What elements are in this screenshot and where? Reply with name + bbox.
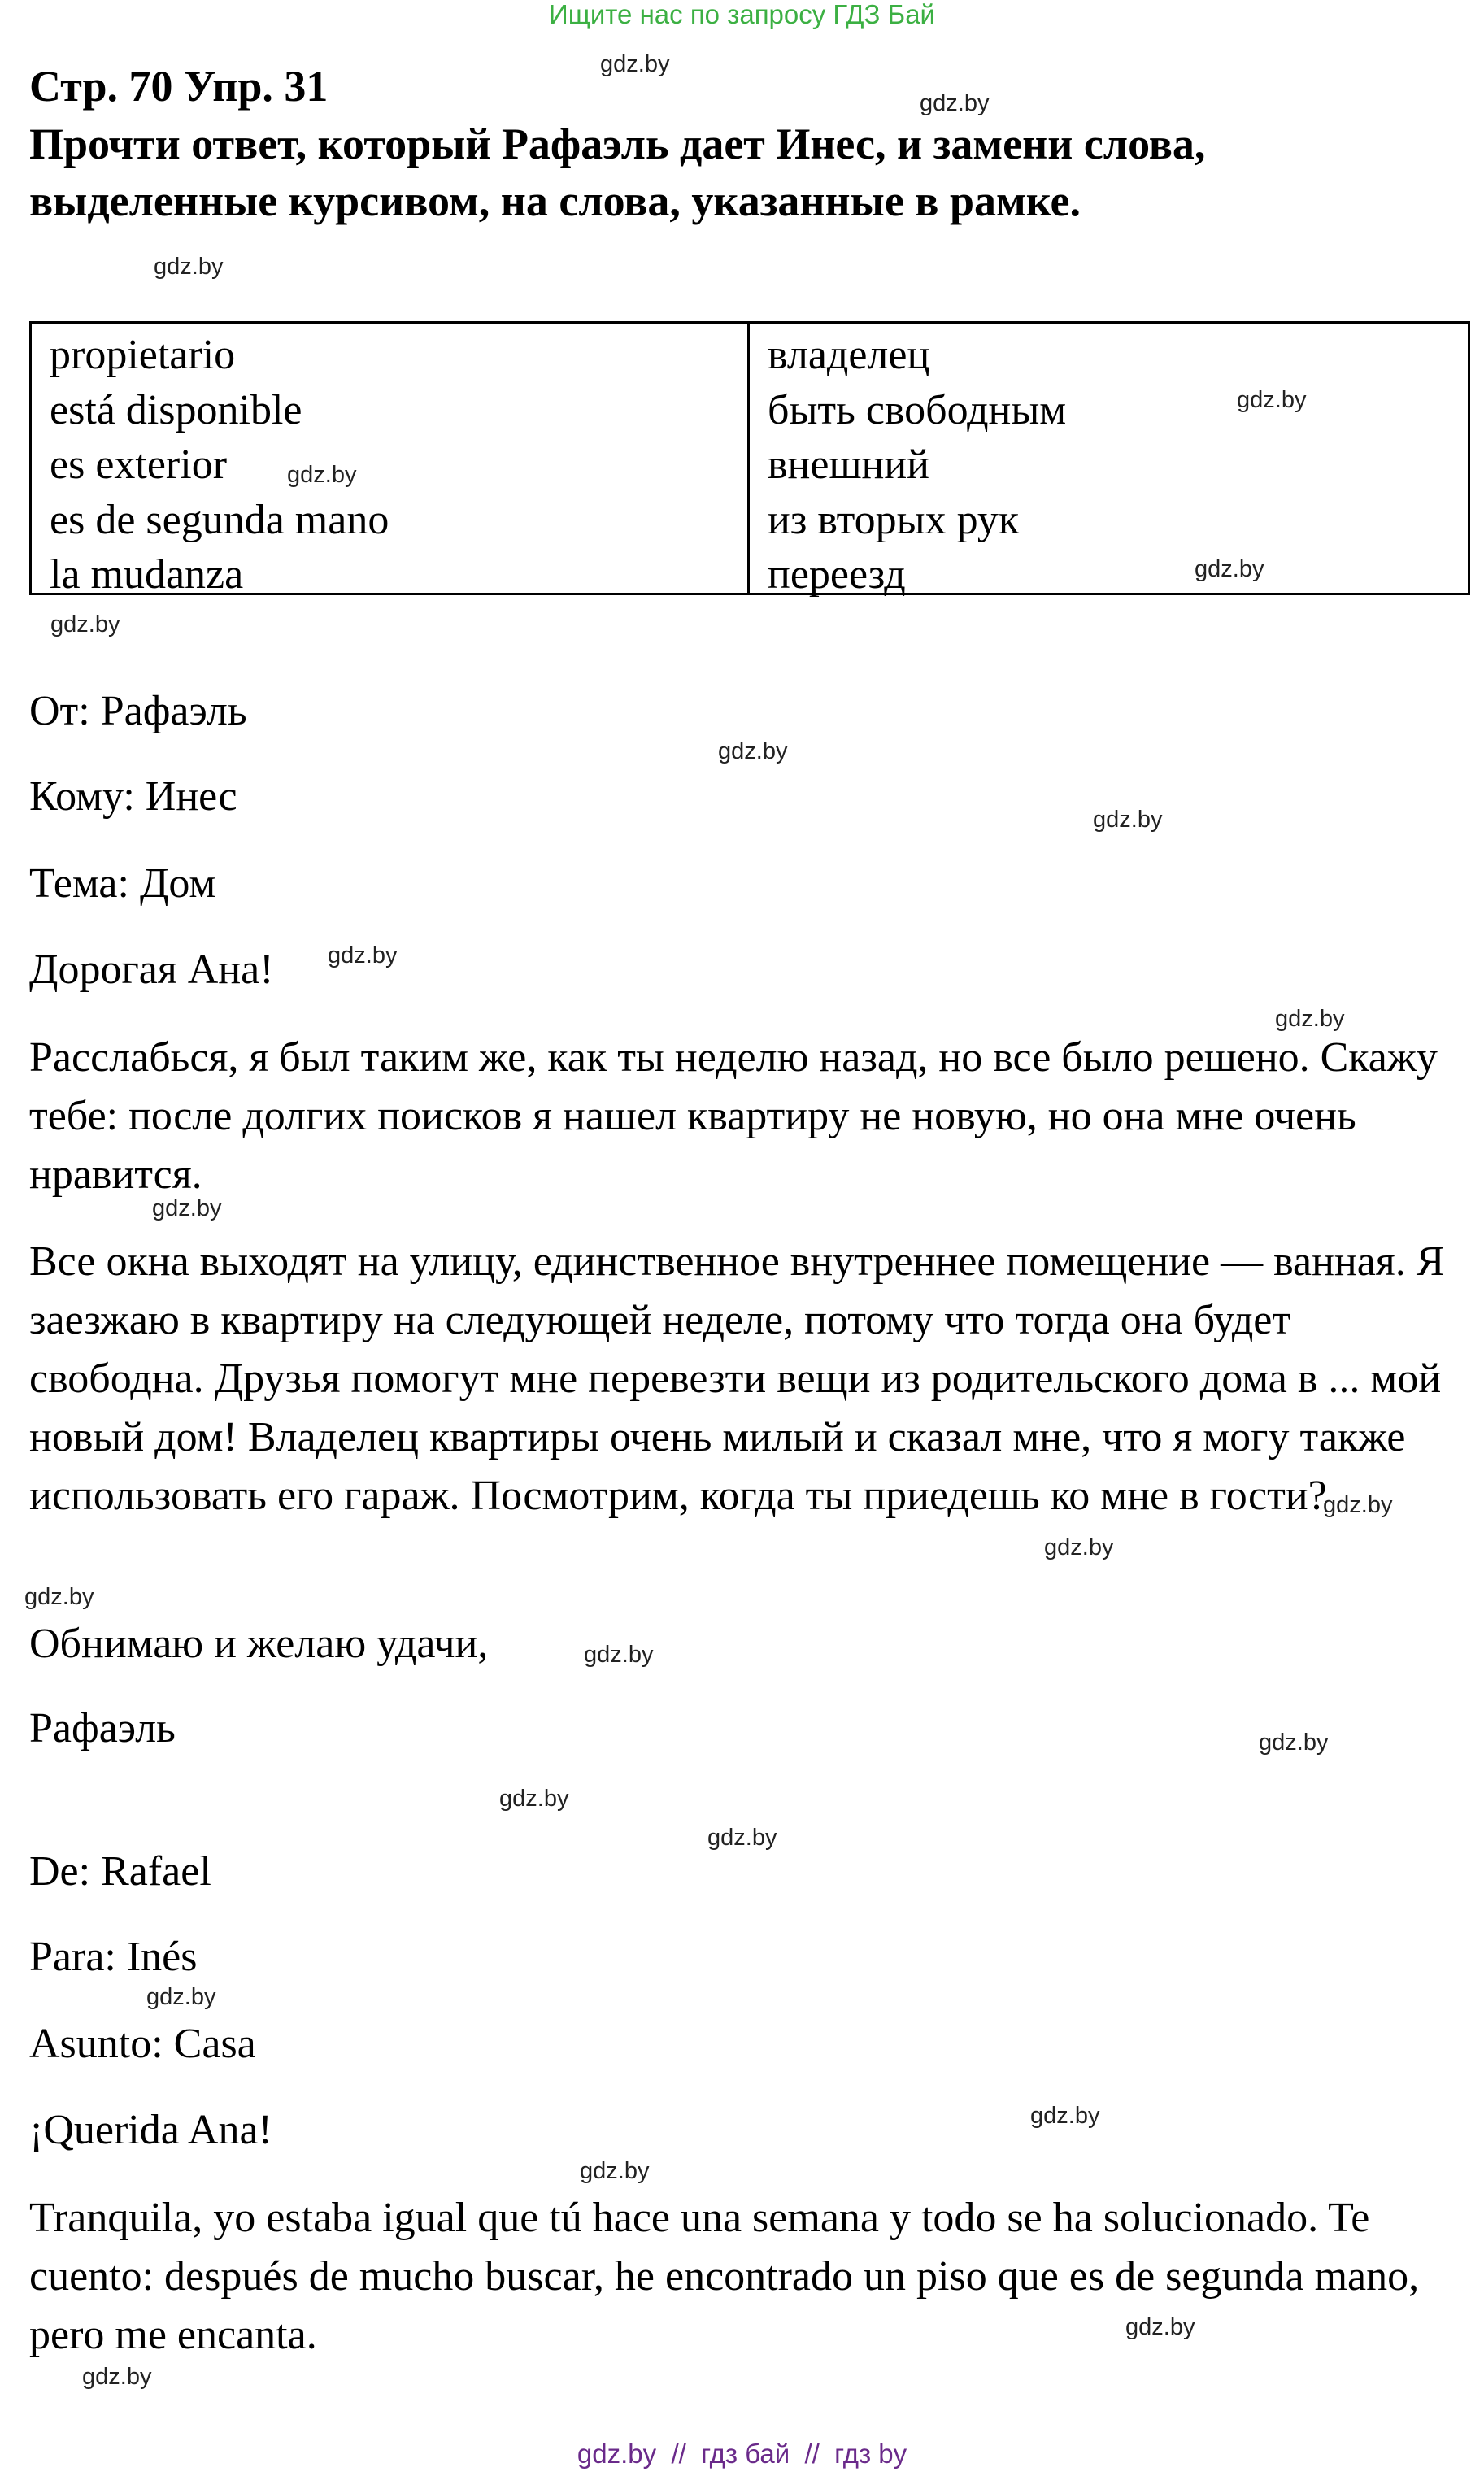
vocab-russian-item: переезд: [768, 551, 906, 598]
watermark: gdz.by: [1044, 1534, 1114, 1560]
watermark: gdz.by: [1093, 807, 1163, 833]
vocabulary-spanish-column: [32, 324, 750, 598]
watermark: gdz.by: [1030, 2103, 1100, 2129]
ru-email-closing: Обнимаю и желаю удачи,: [29, 1621, 489, 1667]
vocab-russian-item: владелец: [768, 332, 930, 378]
ru-email-paragraph-2: Все окна выходят на улицу, единственное внутреннее помещение — ванная. Я заезжаю в квартиру на следующей неделе, потому что тогда она будет свободна. Друзья помогут мне перевезти вещи из родительского дома в ... мой новый дом! Владелец квартиры очень милый и сказал мне, что я могу также использовать его гараж. Посмотрим, когда ты приедешь ко мне в гости?: [29, 1238, 1445, 1519]
vocab-spanish-item: es exterior: [50, 442, 228, 488]
watermark: gdz.by: [707, 1825, 777, 1851]
vocab-spanish-item: propietario: [50, 332, 236, 378]
watermark: gdz.by: [718, 738, 788, 764]
watermark: gdz.by: [287, 462, 357, 488]
watermark: gdz.by: [24, 1584, 94, 1610]
ru-email-greeting: Дорогая Ана!: [29, 946, 274, 993]
ru-email-signature: Рафаэль: [29, 1705, 176, 1751]
ru-email-from: От: Рафаэль: [29, 688, 247, 734]
watermark: gdz.by: [1125, 2314, 1195, 2340]
watermark: gdz.by: [146, 1984, 216, 2010]
watermark: gdz.by: [1275, 1006, 1345, 1032]
watermark: gdz.by: [584, 1642, 654, 1668]
watermark: gdz.by: [920, 90, 990, 116]
vocab-russian-item: внешний: [768, 442, 929, 488]
watermark: gdz.by: [1259, 1730, 1329, 1756]
vocab-spanish-item: está disponible: [50, 386, 302, 433]
watermark: gdz.by: [499, 1786, 569, 1812]
ru-email-paragraph-1: Расслабься, я был таким же, как ты неделю назад, но все было решено. Скажу тебе: после долгих поисков я нашел квартиру не новую, но она мне очень нравится.: [29, 1034, 1438, 1198]
watermark: gdz.by: [82, 2364, 152, 2390]
page-title: Стр. 70 Упр. 31: [29, 62, 329, 111]
es-email-to: Para: Inés: [29, 1934, 198, 1980]
watermark: gdz.by: [154, 254, 224, 280]
watermark: gdz.by: [152, 1195, 222, 1221]
vocab-russian-item: из вторых рук: [768, 496, 1020, 543]
footer-links[interactable]: gdz.by // гдз бай // гдз by: [577, 2439, 907, 2469]
es-email-paragraph-1: Tranquila, yo estaba igual que tú hace una semana y todo se ha solucionado. Te cuento: después de mucho buscar, he encontrado un piso que es de segunda mano, pero me encanta.: [29, 2195, 1420, 2358]
es-email-subject: Asunto: Casa: [29, 2021, 256, 2067]
es-email-greeting: ¡Querida Ana!: [29, 2107, 272, 2153]
watermark: gdz.by: [1323, 1492, 1393, 1518]
vocab-spanish-item: es de segunda mano: [50, 496, 389, 543]
watermark: gdz.by: [600, 51, 670, 77]
watermark: gdz.by: [580, 2158, 650, 2184]
vocab-spanish-item: la mudanza: [50, 551, 244, 598]
vocabulary-box: [29, 321, 1470, 598]
vocab-russian-item: быть свободным: [768, 386, 1067, 433]
watermark: gdz.by: [1237, 387, 1307, 413]
watermark: gdz.by: [328, 942, 398, 968]
ru-email-to: Кому: Инес: [29, 773, 237, 820]
watermark: gdz.by: [50, 611, 120, 637]
top-banner[interactable]: Ищите нас по запросу ГДЗ Бай: [549, 0, 935, 29]
ru-email-subject: Тема: Дом: [29, 860, 216, 907]
es-email-from: De: Rafael: [29, 1848, 211, 1895]
exercise-instruction: Прочти ответ, который Рафаэль дает Инес, и замени слова, выделенные курсивом, на слова, указанные в рамке.: [29, 120, 1206, 225]
watermark: gdz.by: [1195, 556, 1264, 582]
vocabulary-russian-column: [750, 324, 1468, 598]
